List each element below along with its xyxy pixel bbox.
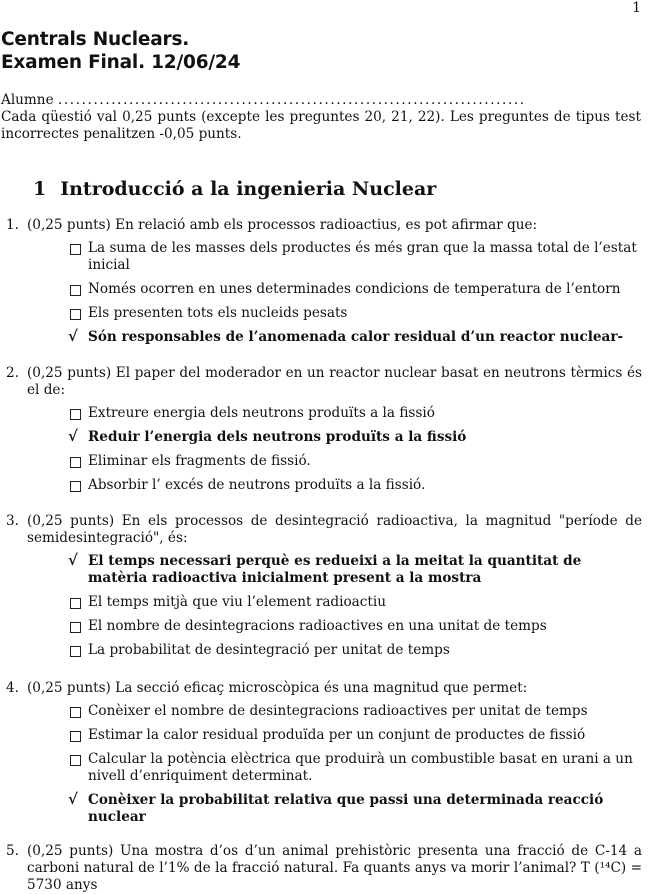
- checkmark-icon: √: [68, 427, 78, 445]
- option-text: Eliminar els fragments de fissió.: [88, 453, 311, 469]
- correct-option: [6, 792, 642, 826]
- option: [6, 727, 642, 744]
- option: [6, 405, 642, 422]
- correct-option: [6, 329, 642, 346]
- option-list: [6, 553, 642, 659]
- question: [6, 680, 642, 833]
- page-number: 1: [632, 0, 641, 16]
- option-text: El temps mitjà que viu l’element radioactiu: [88, 594, 386, 610]
- checkbox-icon: [70, 244, 81, 255]
- question-number: 3.: [6, 513, 19, 529]
- option-text: Reduir l’energia dels neutrons produïts a la fissió: [88, 429, 467, 445]
- question-text-block: [6, 365, 642, 399]
- student-line: [1, 92, 641, 109]
- option-text: Extreure energia dels neutrons produïts a la fissió: [88, 405, 435, 421]
- checkbox-icon: [70, 457, 81, 468]
- option: [6, 477, 642, 494]
- question-text-block: [6, 513, 642, 547]
- section-number: 1: [33, 178, 47, 200]
- checkbox-icon: [70, 755, 81, 766]
- option: [6, 305, 642, 322]
- question-number: 1.: [6, 217, 19, 233]
- option-text: Estimar la calor residual produïda per un conjunt de productes de fissió: [88, 727, 586, 743]
- checkbox-icon: [70, 646, 81, 657]
- option-text: Els presenten tots els nucleids pesats: [88, 305, 348, 321]
- option: [6, 281, 642, 298]
- option: [6, 240, 642, 274]
- option-list: [6, 240, 642, 346]
- instructions: Cada qüestió val 0,25 punts (excepte les preguntes 20, 21, 22). Les preguntes de tipus test incorrectes penalitzen -0,05 punts.: [1, 109, 641, 142]
- checkbox-icon: [70, 285, 81, 296]
- question-text-block: [6, 680, 642, 697]
- question-number: 4.: [6, 680, 19, 696]
- checkbox-icon: [70, 731, 81, 742]
- checkmark-icon: √: [68, 790, 78, 808]
- option-text: Calcular la potència elèctrica que produirà un combustible basat en urani a un nivell d’enriquiment determinat.: [88, 751, 633, 784]
- option-text: Absorbir l’ excés de neutrons produïts a la fissió.: [88, 477, 426, 493]
- student-dots: ...............................................................................: [57, 92, 526, 108]
- section-heading: [33, 178, 436, 200]
- checkmark-icon: √: [68, 327, 78, 345]
- question: [6, 217, 642, 353]
- checkbox-icon: [70, 707, 81, 718]
- checkbox-icon: [70, 309, 81, 320]
- question-number: 2.: [6, 365, 19, 381]
- exam-title: [1, 28, 240, 74]
- question-text: (0,25 punts) En els processos de desintegració radioactiva, la magnitud "període de semidesintegració", és:: [27, 513, 642, 546]
- option-list: [6, 703, 642, 826]
- option: [6, 703, 642, 720]
- option-text: El nombre de desintegracions radioactives en una unitat de temps: [88, 618, 547, 634]
- question-text-block: [6, 843, 642, 894]
- correct-option: [6, 553, 642, 587]
- question-number: 5.: [6, 843, 19, 859]
- checkbox-icon: [70, 481, 81, 492]
- question: [6, 513, 642, 666]
- question-text: (0,25 punts) El paper del moderador en un reactor nuclear basat en neutrons tèrmics és el de:: [27, 365, 642, 398]
- option-text: Són responsables de l’anomenada calor residual d’un reactor nuclear-: [88, 329, 624, 345]
- checkbox-icon: [70, 622, 81, 633]
- title-line-1: Centrals Nuclears.: [1, 29, 190, 50]
- option-text: Només ocorren en unes determinades condicions de temperatura de l’entorn: [88, 281, 621, 297]
- intro-block: [1, 92, 641, 143]
- question: [6, 365, 642, 501]
- option-text: Conèixer la probabilitat relativa que passi una determinada reacció nuclear: [88, 792, 604, 825]
- option: [6, 642, 642, 659]
- question: [6, 843, 642, 894]
- checkbox-icon: [70, 598, 81, 609]
- correct-option: [6, 429, 642, 446]
- option-list: [6, 405, 642, 494]
- option-text: Conèixer el nombre de desintegracions radioactives per unitat de temps: [88, 703, 588, 719]
- checkmark-icon: √: [68, 551, 78, 569]
- option: [6, 594, 642, 611]
- option: [6, 618, 642, 635]
- option: [6, 751, 642, 785]
- option-text: La suma de les masses dels productes és més gran que la massa total de l’estat inicial: [88, 240, 637, 273]
- student-label: Alumne: [1, 92, 54, 108]
- question-text: (0,25 punts) En relació amb els processos radioactius, es pot afirmar que:: [27, 217, 538, 233]
- title-line-2: Examen Final. 12/06/24: [1, 52, 241, 73]
- checkbox-icon: [70, 409, 81, 420]
- section-title: Introducció a la ingenieria Nuclear: [60, 178, 437, 200]
- option: [6, 453, 642, 470]
- option-text: La probabilitat de desintegració per unitat de temps: [88, 642, 450, 658]
- question-text: (0,25 punts) Una mostra d’os d’un animal prehistòric presenta una fracció de C-14 a carboni natural de l’1% de la fracció natural. Fa quants anys va morir l’animal? T (¹⁴C) = 5730 anys: [27, 843, 642, 893]
- question-text-block: [6, 217, 642, 234]
- question-text: (0,25 punts) La secció eficaç microscòpica és una magnitud que permet:: [27, 680, 528, 696]
- option-text: El temps necessari perquè es redueixi a la meitat la quantitat de matèria radioactiva inicialment present a la mostra: [88, 553, 582, 586]
